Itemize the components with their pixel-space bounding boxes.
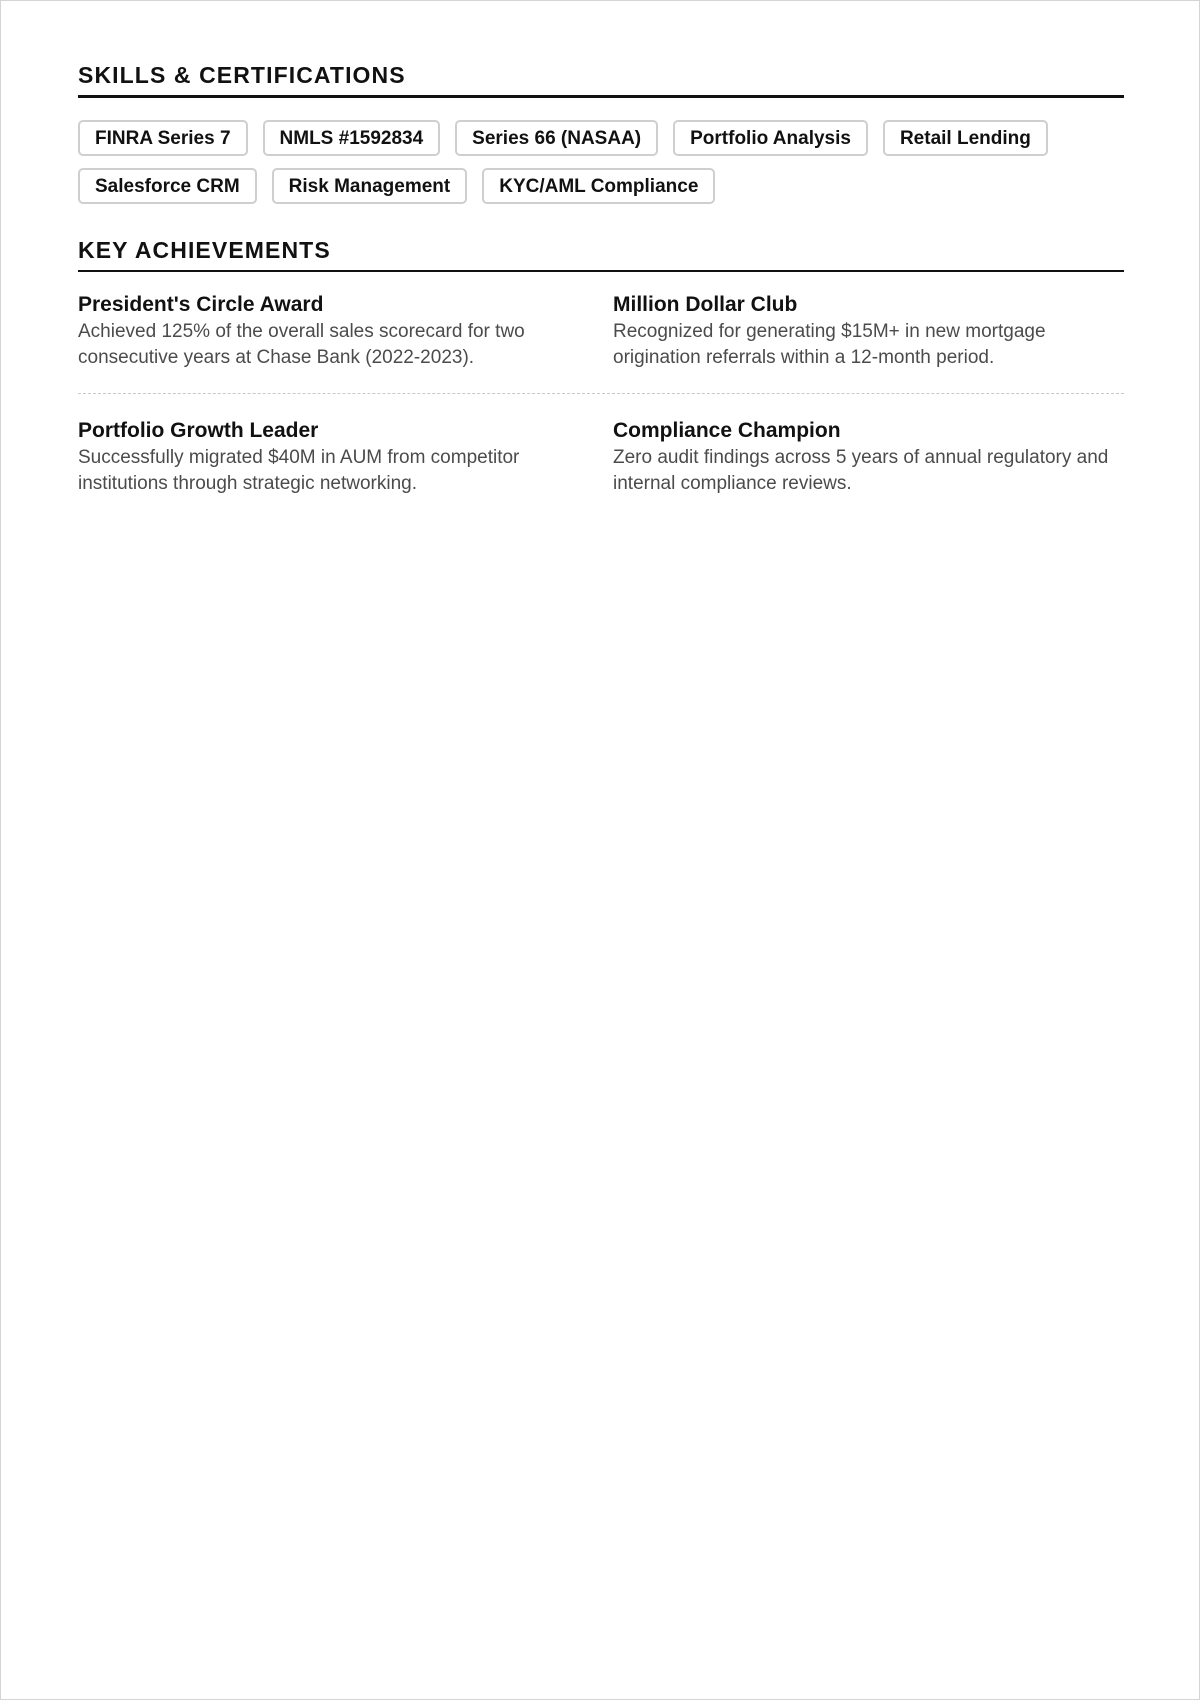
skill-tag: FINRA Series 7	[78, 120, 248, 156]
achievement-title: Portfolio Growth Leader	[78, 419, 319, 442]
achievement-title: Million Dollar Club	[613, 293, 798, 316]
achievement-item	[78, 417, 613, 497]
skills-tag-list	[78, 120, 1124, 204]
skills-section-rule	[78, 95, 1124, 98]
achievement-title: President's Circle Award	[78, 293, 324, 316]
achievements-section-rule	[78, 270, 1124, 272]
achievement-description: Zero audit findings across 5 years of annual regulatory and internal compliance reviews.	[613, 447, 1109, 494]
skill-tag: Retail Lending	[883, 120, 1048, 156]
skill-tag: Series 66 (NASAA)	[455, 120, 658, 156]
achievement-description: Achieved 125% of the overall sales scorecard for two consecutive years at Chase Bank (2022-2023).	[78, 321, 525, 368]
achievement-row	[78, 417, 1124, 497]
achievement-row-divider	[78, 393, 1124, 394]
skill-tag: NMLS #1592834	[263, 120, 441, 156]
skill-tag: Risk Management	[272, 168, 468, 204]
achievement-item	[78, 291, 613, 371]
achievements-list	[78, 291, 1124, 497]
achievement-description: Successfully migrated $40M in AUM from competitor institutions through strategic networking.	[78, 447, 520, 494]
achievement-title: Compliance Champion	[613, 419, 841, 442]
achievements-section-title: KEY ACHIEVEMENTS	[78, 237, 331, 263]
skill-tag: Portfolio Analysis	[673, 120, 868, 156]
achievement-item	[613, 291, 1124, 371]
achievement-item	[613, 417, 1124, 497]
achievement-description: Recognized for generating $15M+ in new mortgage origination referrals within a 12-month period.	[613, 321, 1046, 368]
skill-tag: Salesforce CRM	[78, 168, 257, 204]
skill-tag: KYC/AML Compliance	[482, 168, 715, 204]
achievement-row	[78, 291, 1124, 371]
skills-section-title: SKILLS & CERTIFICATIONS	[78, 62, 406, 88]
